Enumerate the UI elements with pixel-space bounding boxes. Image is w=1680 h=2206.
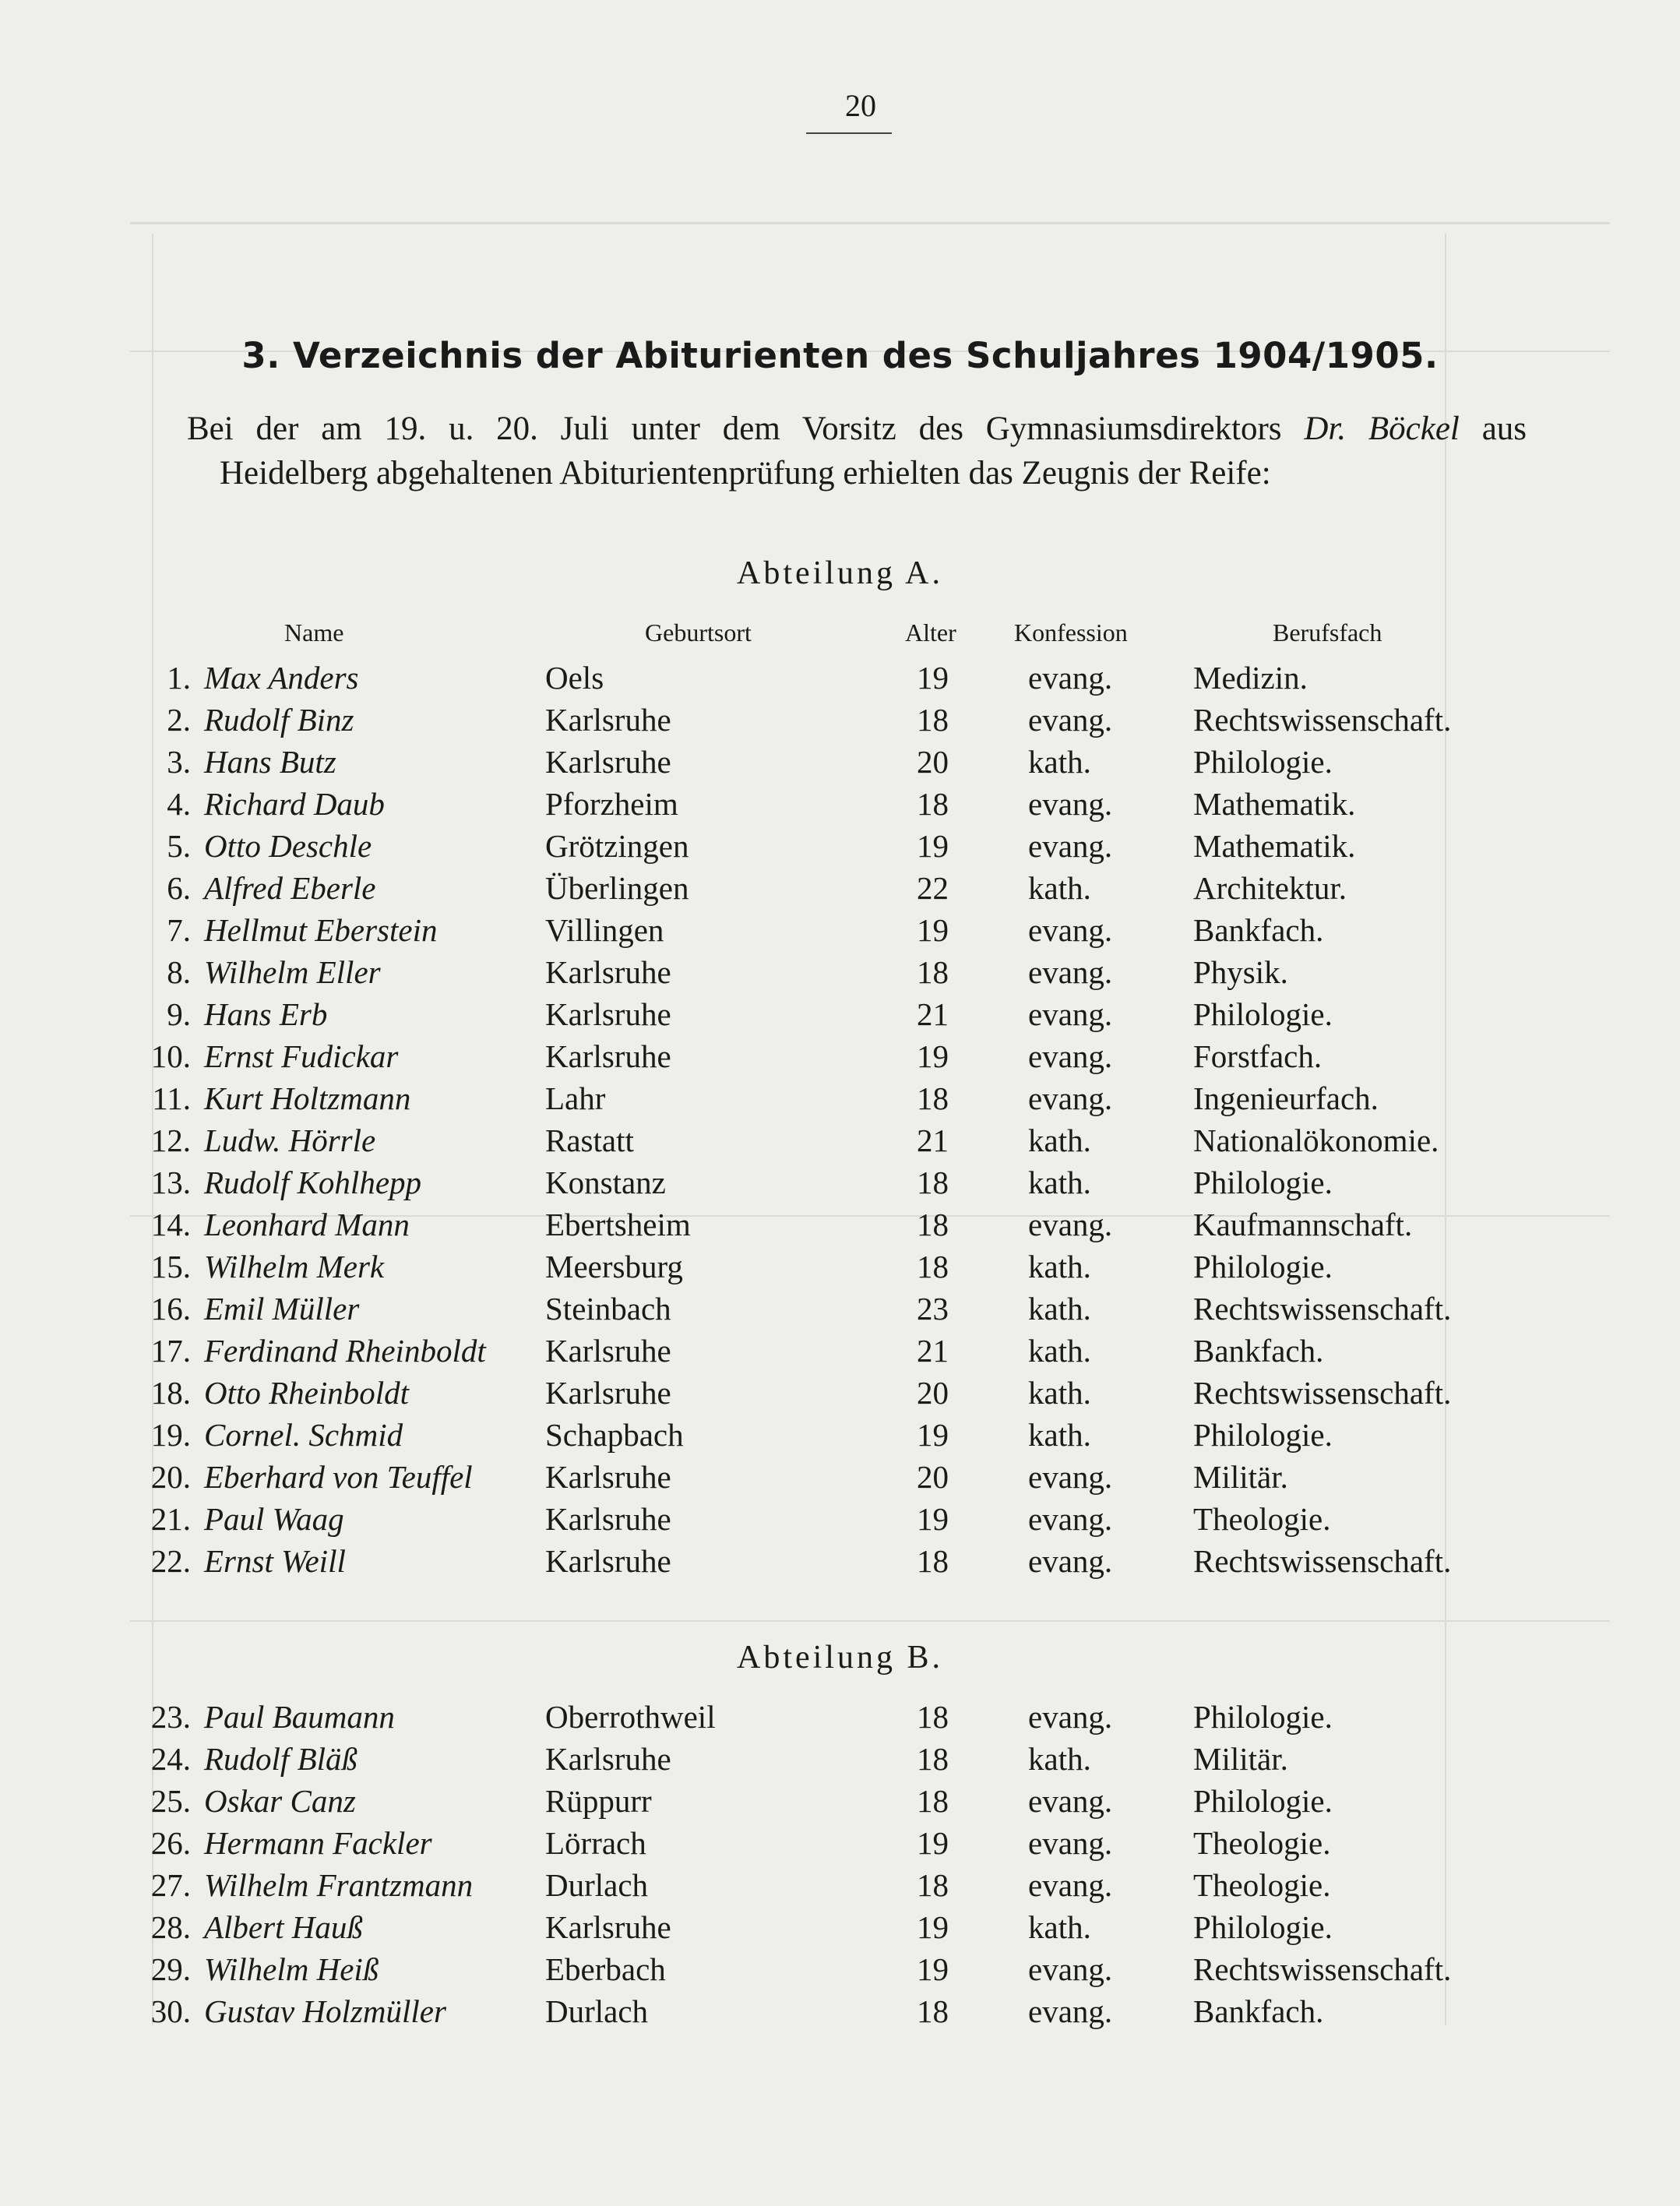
row-age: 18 — [917, 1699, 949, 1735]
section-heading-a: Abteilung A. — [737, 555, 943, 591]
row-birthplace: Oberrothweil — [545, 1699, 716, 1735]
row-name: Leonhard Mann — [204, 1207, 410, 1242]
table-row — [0, 1416, 1680, 1458]
intro-line-1 — [187, 407, 1527, 451]
row-birthplace: Lörrach — [545, 1825, 646, 1861]
row-subject: Theologie. — [1193, 1501, 1331, 1537]
row-name: Rudolf Kohlhepp — [204, 1165, 422, 1200]
row-confession: evang. — [1028, 1207, 1113, 1242]
row-name: Otto Deschle — [204, 828, 372, 864]
row-subject: Theologie. — [1193, 1867, 1331, 1903]
table-row — [0, 1542, 1680, 1584]
row-number: 22. — [150, 1543, 191, 1579]
row-age: 19 — [917, 912, 949, 948]
row-confession: evang. — [1028, 702, 1113, 738]
table-row — [0, 1698, 1680, 1740]
table-row — [0, 1332, 1680, 1374]
row-name: Hellmut Eberstein — [204, 912, 438, 948]
row-age: 18 — [917, 1080, 949, 1116]
table-row — [0, 1500, 1680, 1542]
row-confession: kath. — [1028, 1333, 1091, 1369]
row-subject: Philologie. — [1193, 1699, 1333, 1735]
row-name: Wilhelm Frantzmann — [204, 1867, 474, 1903]
row-subject: Theologie. — [1193, 1825, 1331, 1861]
row-name: Ferdinand Rheinboldt — [204, 1333, 486, 1369]
row-confession: evang. — [1028, 996, 1113, 1032]
row-age: 21 — [917, 996, 949, 1032]
row-birthplace: Konstanz — [545, 1165, 666, 1200]
row-subject: Philologie. — [1193, 1909, 1333, 1945]
intro-line-2: Heidelberg abgehaltenen Abiturientenprüfung erhielten das Zeugnis der Reife: — [220, 455, 1271, 492]
row-confession: kath. — [1028, 1741, 1091, 1777]
row-confession: kath. — [1028, 1249, 1091, 1284]
table-row — [0, 743, 1680, 785]
row-subject: Forstfach. — [1193, 1038, 1323, 1074]
row-birthplace: Karlsruhe — [545, 1501, 671, 1537]
row-age: 18 — [917, 1207, 949, 1242]
row-subject: Bankfach. — [1193, 912, 1324, 948]
row-name: Ernst Weill — [204, 1543, 346, 1579]
row-subject: Philologie. — [1193, 1249, 1333, 1284]
table-row — [0, 1290, 1680, 1332]
table-row — [0, 1206, 1680, 1248]
row-confession: kath. — [1028, 1122, 1091, 1158]
table-row — [0, 659, 1680, 701]
row-number: 28. — [150, 1909, 191, 1945]
row-number: 6. — [167, 870, 191, 906]
row-age: 19 — [917, 660, 949, 696]
row-name: Max Anders — [204, 660, 359, 696]
column-headers — [0, 618, 1680, 650]
table-row — [0, 701, 1680, 743]
row-birthplace: Karlsruhe — [545, 954, 671, 990]
row-name: Ernst Fudickar — [204, 1038, 399, 1074]
row-number: 1. — [167, 660, 191, 696]
row-number: 14. — [150, 1207, 191, 1242]
table-row — [0, 1908, 1680, 1951]
row-birthplace: Rüppurr — [545, 1783, 652, 1819]
row-number: 10. — [150, 1038, 191, 1074]
row-confession: evang. — [1028, 954, 1113, 990]
row-subject: Philologie. — [1193, 744, 1333, 780]
row-age: 21 — [917, 1122, 949, 1158]
row-birthplace: Karlsruhe — [545, 1909, 671, 1945]
row-number: 19. — [150, 1417, 191, 1453]
row-number: 2. — [167, 702, 191, 738]
row-confession: evang. — [1028, 1543, 1113, 1579]
intro-line-1-before: Bei der am 19. u. 20. Juli unter dem Vorsitz des Gymnasiumsdirektors — [187, 411, 1282, 447]
row-birthplace: Karlsruhe — [545, 1038, 671, 1074]
row-subject: Philologie. — [1193, 1417, 1333, 1453]
row-birthplace: Karlsruhe — [545, 1543, 671, 1579]
row-birthplace: Überlingen — [545, 870, 689, 906]
row-subject: Ingenieurfach. — [1193, 1080, 1379, 1116]
row-age: 20 — [917, 1375, 949, 1411]
row-birthplace: Karlsruhe — [545, 1459, 671, 1495]
row-birthplace: Rastatt — [545, 1122, 634, 1158]
row-confession: kath. — [1028, 1165, 1091, 1200]
page-number: 20 — [845, 88, 876, 123]
page-title: 3. Verzeichnis der Abiturienten des Schuljahres 1904/1905. — [241, 335, 1439, 376]
row-confession: kath. — [1028, 1417, 1091, 1453]
row-age: 18 — [917, 786, 949, 822]
row-age: 22 — [917, 870, 949, 906]
row-birthplace: Steinbach — [545, 1291, 671, 1327]
row-age: 19 — [917, 1909, 949, 1945]
row-name: Cornel. Schmid — [204, 1417, 403, 1453]
row-birthplace: Karlsruhe — [545, 1333, 671, 1369]
row-subject: Nationalökonomie. — [1193, 1122, 1439, 1158]
table-row — [0, 1122, 1680, 1164]
row-age: 18 — [917, 1543, 949, 1579]
row-name: Kurt Holtzmann — [204, 1080, 411, 1116]
row-subject: Rechtswissenschaft. — [1193, 1375, 1452, 1411]
row-subject: Philologie. — [1193, 1165, 1333, 1200]
row-confession: kath. — [1028, 1909, 1091, 1945]
row-number: 15. — [150, 1249, 191, 1284]
row-number: 25. — [150, 1783, 191, 1819]
table-row — [0, 1038, 1680, 1080]
row-birthplace: Grötzingen — [545, 828, 689, 864]
row-age: 19 — [917, 1038, 949, 1074]
header-age: Alter — [905, 618, 956, 647]
row-confession: kath. — [1028, 870, 1091, 906]
row-confession: evang. — [1028, 1783, 1113, 1819]
table-row — [0, 1080, 1680, 1122]
row-number: 3. — [167, 744, 191, 780]
row-confession: evang. — [1028, 1867, 1113, 1903]
row-name: Wilhelm Heiß — [204, 1951, 379, 1987]
row-birthplace: Karlsruhe — [545, 1741, 671, 1777]
row-subject: Militär. — [1193, 1459, 1288, 1495]
row-age: 19 — [917, 828, 949, 864]
row-name: Wilhelm Eller — [204, 954, 381, 990]
row-subject: Militär. — [1193, 1741, 1288, 1777]
row-confession: kath. — [1028, 1375, 1091, 1411]
row-subject: Mathematik. — [1193, 828, 1356, 864]
row-subject: Kaufmannschaft. — [1193, 1207, 1413, 1242]
row-age: 18 — [917, 702, 949, 738]
row-birthplace: Durlach — [545, 1993, 649, 2029]
row-name: Otto Rheinboldt — [204, 1375, 410, 1411]
row-confession: evang. — [1028, 1501, 1113, 1537]
table-row — [0, 1951, 1680, 1993]
row-number: 20. — [150, 1459, 191, 1495]
row-subject: Rechtswissenschaft. — [1193, 702, 1452, 738]
row-age: 18 — [917, 1783, 949, 1819]
row-name: Paul Waag — [204, 1501, 344, 1537]
row-subject: Medizin. — [1193, 660, 1308, 696]
row-name: Gustav Holzmüller — [204, 1993, 446, 2029]
section-heading-b: Abteilung B. — [737, 1640, 943, 1676]
row-number: 16. — [150, 1291, 191, 1327]
row-birthplace: Karlsruhe — [545, 702, 671, 738]
row-name: Eberhard von Teuffel — [204, 1459, 473, 1495]
row-age: 19 — [917, 1951, 949, 1987]
row-confession: evang. — [1028, 1951, 1113, 1987]
row-subject: Philologie. — [1193, 996, 1333, 1032]
row-name: Wilhelm Merk — [204, 1249, 385, 1284]
row-confession: evang. — [1028, 1038, 1113, 1074]
row-birthplace: Pforzheim — [545, 786, 678, 822]
row-confession: evang. — [1028, 1993, 1113, 2029]
table-row — [0, 996, 1680, 1038]
table-row — [0, 1458, 1680, 1500]
row-name: Hans Butz — [204, 744, 336, 780]
row-subject: Physik. — [1193, 954, 1288, 990]
row-confession: evang. — [1028, 1080, 1113, 1116]
row-birthplace: Karlsruhe — [545, 744, 671, 780]
row-age: 19 — [917, 1501, 949, 1537]
row-number: 21. — [150, 1501, 191, 1537]
row-number: 17. — [150, 1333, 191, 1369]
row-subject: Mathematik. — [1193, 786, 1356, 822]
table-row — [0, 785, 1680, 827]
page-number-rule — [806, 132, 892, 134]
row-subject: Rechtswissenschaft. — [1193, 1543, 1452, 1579]
table-row — [0, 1782, 1680, 1824]
row-number: 7. — [167, 912, 191, 948]
table-row — [0, 1740, 1680, 1782]
row-name: Ludw. Hörrle — [204, 1122, 376, 1158]
row-subject: Philologie. — [1193, 1783, 1333, 1819]
row-number: 12. — [150, 1122, 191, 1158]
table-row — [0, 1164, 1680, 1206]
row-birthplace: Karlsruhe — [545, 996, 671, 1032]
row-confession: evang. — [1028, 912, 1113, 948]
row-name: Rudolf Bläß — [204, 1741, 358, 1777]
table-row — [0, 911, 1680, 953]
row-number: 26. — [150, 1825, 191, 1861]
row-name: Richard Daub — [204, 786, 385, 822]
header-birthplace: Geburtsort — [645, 618, 752, 647]
director-name: Dr. Böckel — [1304, 411, 1460, 447]
row-age: 21 — [917, 1333, 949, 1369]
row-age: 18 — [917, 954, 949, 990]
table-row — [0, 827, 1680, 869]
row-confession: evang. — [1028, 1699, 1113, 1735]
row-number: 29. — [150, 1951, 191, 1987]
row-birthplace: Oels — [545, 660, 604, 696]
row-birthplace: Schapbach — [545, 1417, 684, 1453]
row-age: 19 — [917, 1825, 949, 1861]
row-birthplace: Durlach — [545, 1867, 649, 1903]
row-confession: evang. — [1028, 828, 1113, 864]
table-row — [0, 1866, 1680, 1908]
header-name: Name — [284, 618, 344, 647]
row-subject: Bankfach. — [1193, 1333, 1324, 1369]
row-number: 18. — [150, 1375, 191, 1411]
row-name: Emil Müller — [204, 1291, 360, 1327]
row-number: 9. — [167, 996, 191, 1032]
table-row — [0, 1248, 1680, 1290]
row-birthplace: Villingen — [545, 912, 664, 948]
table-row — [0, 1824, 1680, 1866]
row-confession: kath. — [1028, 1291, 1091, 1327]
table-row — [0, 869, 1680, 911]
row-number: 4. — [167, 786, 191, 822]
table-row — [0, 1374, 1680, 1416]
row-age: 20 — [917, 1459, 949, 1495]
row-age: 19 — [917, 1417, 949, 1453]
row-age: 18 — [917, 1867, 949, 1903]
row-number: 11. — [152, 1080, 191, 1116]
row-subject: Rechtswissenschaft. — [1193, 1291, 1452, 1327]
row-birthplace: Karlsruhe — [545, 1375, 671, 1411]
row-subject: Rechtswissenschaft. — [1193, 1951, 1452, 1987]
row-name: Alfred Eberle — [204, 870, 376, 906]
row-birthplace: Ebertsheim — [545, 1207, 691, 1242]
row-birthplace: Eberbach — [545, 1951, 666, 1987]
row-number: 23. — [150, 1699, 191, 1735]
row-birthplace: Lahr — [545, 1080, 606, 1116]
row-birthplace: Meersburg — [545, 1249, 683, 1284]
table-row — [0, 1993, 1680, 2035]
row-number: 24. — [150, 1741, 191, 1777]
row-subject: Architektur. — [1193, 870, 1347, 906]
row-name: Hans Erb — [204, 996, 328, 1032]
row-age: 23 — [917, 1291, 949, 1327]
intro-line-1-after: aus — [1481, 411, 1527, 447]
header-confession: Konfession — [1014, 618, 1128, 647]
row-number: 8. — [167, 954, 191, 990]
row-confession: evang. — [1028, 1825, 1113, 1861]
header-subject: Berufsfach — [1273, 618, 1382, 647]
row-age: 18 — [917, 1165, 949, 1200]
row-confession: evang. — [1028, 660, 1113, 696]
row-confession: kath. — [1028, 744, 1091, 780]
row-name: Oskar Canz — [204, 1783, 356, 1819]
row-age: 20 — [917, 744, 949, 780]
row-age: 18 — [917, 1249, 949, 1284]
row-number: 27. — [150, 1867, 191, 1903]
row-number: 5. — [167, 828, 191, 864]
intro-paragraph — [187, 407, 1527, 495]
row-age: 18 — [917, 1993, 949, 2029]
row-name: Hermann Fackler — [204, 1825, 432, 1861]
row-name: Rudolf Binz — [204, 702, 354, 738]
row-confession: evang. — [1028, 1459, 1113, 1495]
row-name: Albert Hauß — [204, 1909, 363, 1945]
table-row — [0, 953, 1680, 996]
row-age: 18 — [917, 1741, 949, 1777]
row-number: 13. — [150, 1165, 191, 1200]
row-confession: evang. — [1028, 786, 1113, 822]
row-number: 30. — [150, 1993, 191, 2029]
row-subject: Bankfach. — [1193, 1993, 1324, 2029]
row-name: Paul Baumann — [204, 1699, 395, 1735]
